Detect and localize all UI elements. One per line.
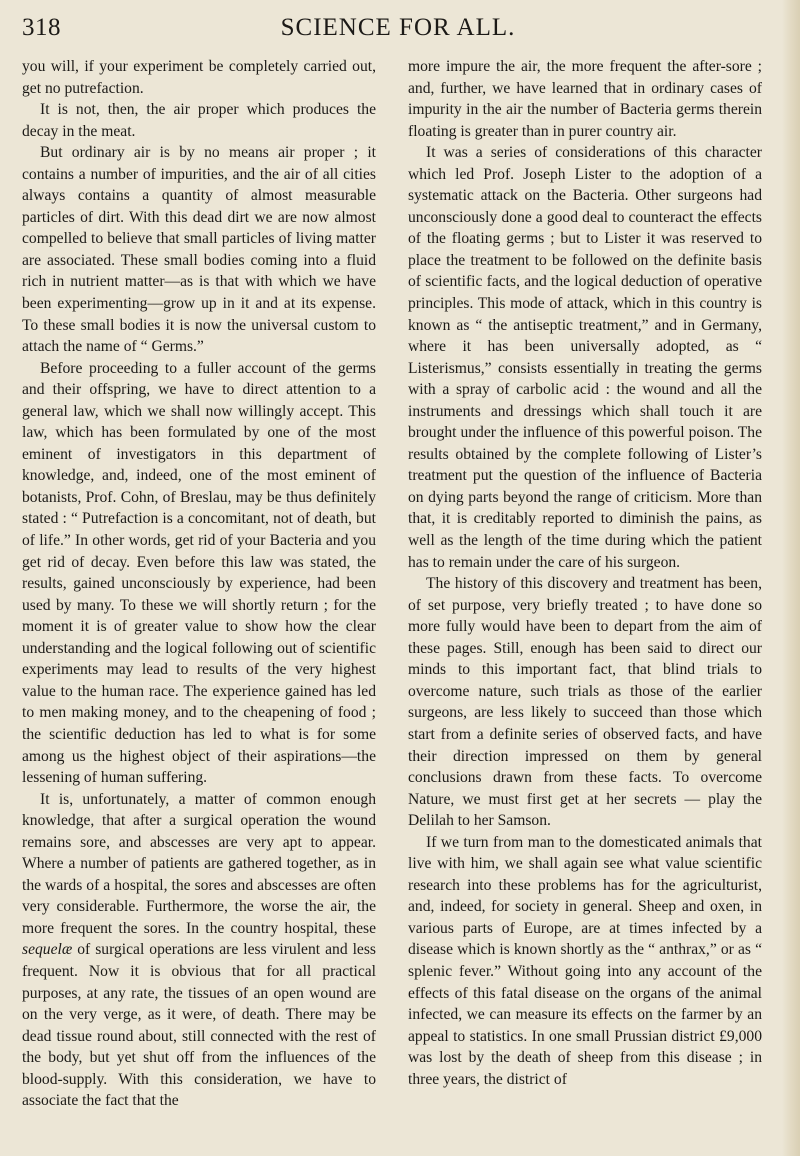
paragraph: Before proceeding to a fuller account of the germs and their offspring, we have to direct attention to a general law, which we shall now willingly accept. This law, which has been formulated by one of the most eminent of investigators in this department of knowledge, and, indeed, one of the most eminent of botanists, Prof. Cohn, of Breslau, may be thus definitely stated : “ Putrefaction is a concomitant, not of death, but of life.” In other words, get rid of your Bacteria and you get rid of decay. Even before this law was stated, the results, gained unconsciously by experience, had been used by many. To these we will shortly return ; for the moment it is of greater value to show how the clear understanding and the logical following out of scientific experiments may lead to results of the very highest value to the human race. The experience gained has led to men making money, and to the cheapening of food ; the scientific deduction has led to what is for some among us the highest object of their aspirations—the lessening of human suffering. <box>22 359 376 787</box>
italic-term: sequelæ <box>22 941 73 959</box>
left-column <box>22 56 376 1112</box>
page-number: 318 <box>22 14 61 41</box>
paragraph: It is not, then, the air proper which produces the decay in the meat. <box>22 101 376 140</box>
paragraph: But ordinary air is by no means air proper ; it contains a number of impurities, and the air of all cities always contains a quantity of almost measurable particles of dirt. With this dead dirt we are now almost compelled to believe that small particles of living matter are associated. These small bodies coming into a fluid rich in nutrient matter—as is that with which we have been experimenting—grow up in it and at its expense. To these small bodies it is now the universal custom to attach the name of “ Germs.” <box>22 144 376 356</box>
page-edge-shadow <box>782 0 800 1156</box>
paragraph: It was a series of considerations of this character which led Prof. Joseph Lister to the adoption of a systematic attack on the Bacteria. Other surgeons had unconsciously done a good deal to counteract the effects of the floating germs ; but to Lister it was reserved to place the treatment to be followed on the definite basis of scientific facts, and the logical deduction of operative principles. This mode of attack, which in this country is known as “ the antiseptic treatment,” and in Germany, where it has been universally adopted, as “ Listerismus,” consists essentially in treating the germs with a spray of carbolic acid : the wound and all the instruments and dressings which shall touch it are brought under the influence of this powerful poison. The results obtained by the complete following of Lister’s treatment put the question of the influence of Bacteria on dying parts beyond the range of criticism. More than that, it is creditably reported to diminish the pains, as well as the length of the time during which the patient has to remain under the care of his surgeon. <box>408 144 762 571</box>
page-header <box>22 8 774 48</box>
paragraph: more impure the air, the more frequent the after-sore ; and, further, we have learned that in ordinary cases of impurity in the air the number of Bacteria germs therein floating is greater than in purer country air. <box>408 58 762 140</box>
paragraph-with-italic <box>22 789 376 1112</box>
running-title: SCIENCE FOR ALL. <box>280 14 516 41</box>
paragraph: The history of this discovery and treatment has been, of set purpose, very briefly treated ; to have done so more fully would have been to depart from the aim of these pages. Still, enough has been said to direct our minds to this important fact, that blind trials to overcome nature, such trials as those of the earlier surgeons, are less likely to succeed than those which start from a definite series of observed facts, and have their direction impressed on them by general conclusions drawn from these facts. To overcome Nature, we must first get at her secrets — play the Delilah to her Samson. <box>408 575 762 830</box>
paragraph: you will, if your experiment be completely carried out, get no putrefaction. <box>22 58 376 97</box>
paragraph-text-tail: of surgical operations are less virulent and less frequent. Now it is obvious that for all practical purposes, at any rate, the tissues of an open wound are on the very verge, as it were, of death. There may be dead tissue round about, still connected with the rest of the body, but yet shut off from the influences of the blood-supply. With this consideration, we have to associate the fact that the <box>22 941 376 1110</box>
text-columns <box>22 56 774 1146</box>
right-column <box>408 56 762 1090</box>
paragraph: If we turn from man to the domesticated animals that live with him, we shall again see what value scientific research into these problems has for the agriculturist, and, indeed, for society in general. Sheep and oxen, in various parts of Europe, are at times infected by a disease which is known shortly as the “ anthrax,” or as “ splenic fever.” Without going into any account of the effects of this fatal disease on the organs of the animal infected, we can measure its effects on the farmer by an appeal to statistics. In one small Prussian district £9,000 was lost by the death of sheep from this disease ; in three years, the district of <box>408 833 762 1088</box>
paragraph-text: It is, unfortunately, a matter of common enough knowledge, that after a surgical operation the wound remains sore, and abscesses are very apt to appear. Where a number of patients are gathered together, as in the wards of a hospital, the sores and abscesses are often very considerable. Furthermore, the worse the air, the more frequent the sores. In the country hospital, these <box>22 790 376 937</box>
